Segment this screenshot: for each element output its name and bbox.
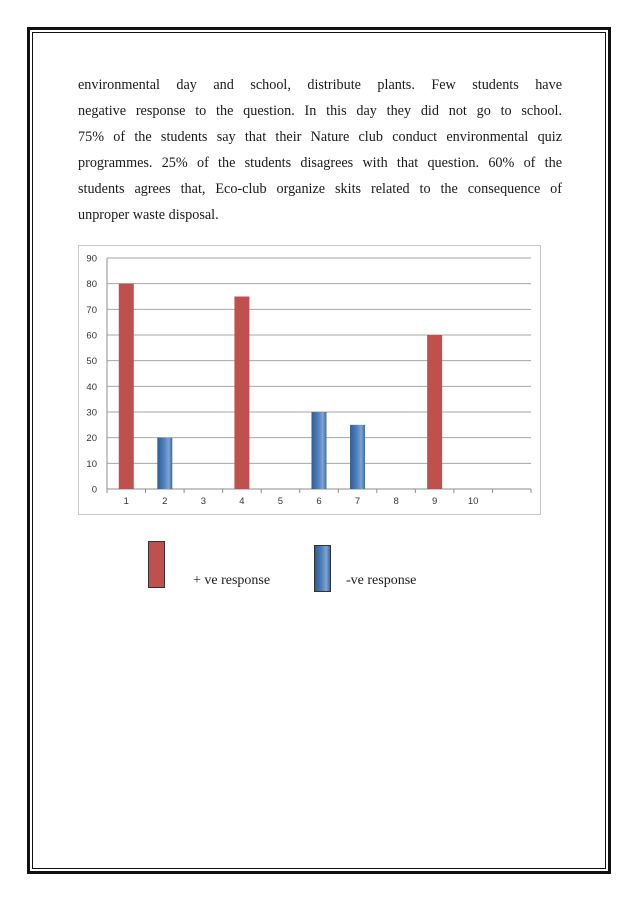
- bar-negative: [157, 438, 172, 489]
- x-tick-label: 9: [431, 496, 438, 507]
- legend-negative-swatch: [314, 545, 331, 592]
- y-tick-label: 50: [86, 356, 97, 368]
- y-tick-label: 0: [91, 484, 97, 496]
- x-tick-label: 8: [393, 496, 399, 507]
- y-tick-label: 80: [86, 279, 97, 291]
- x-tick-label: 4: [239, 496, 245, 507]
- y-tick-label: 90: [86, 253, 97, 265]
- x-tick-label: 7: [354, 496, 361, 507]
- legend-positive-label: + ve response: [193, 573, 271, 588]
- bar-chart-svg: [79, 246, 540, 514]
- y-tick-label: 20: [86, 433, 97, 445]
- bar-negative: [350, 425, 365, 489]
- y-tick-label: 60: [86, 330, 97, 342]
- x-tick-label: 6: [316, 496, 322, 507]
- bar-positive: [234, 297, 249, 490]
- x-tick-label: 5: [277, 496, 284, 507]
- bar-positive: [427, 335, 442, 489]
- paragraph-line: environmental day and school, distribute plants. Few students have: [78, 77, 562, 93]
- body-paragraph: [78, 72, 562, 228]
- paragraph-line: students agrees that, Eco-club organize skits related to the consequence of: [78, 181, 562, 197]
- x-tick-label: 1: [123, 496, 129, 507]
- bar-negative: [312, 412, 327, 489]
- bar-positive: [119, 284, 134, 489]
- y-tick-label: 70: [86, 304, 97, 316]
- x-tick-label: 3: [200, 496, 207, 507]
- y-tick-label: 10: [86, 458, 97, 470]
- paragraph-line: 75% of the students say that their Nature club conduct environmental quiz: [78, 129, 562, 145]
- legend-negative-label: -ve response: [346, 573, 417, 588]
- paragraph-line: negative response to the question. In this day they did not go to school.: [78, 103, 562, 119]
- y-tick-label: 30: [86, 407, 97, 419]
- bar-chart: [78, 245, 541, 515]
- paragraph-line: programmes. 25% of the students disagrees with that question. 60% of the: [78, 155, 562, 171]
- legend-positive-swatch: [148, 541, 165, 588]
- paragraph-line: unproper waste disposal.: [78, 207, 219, 223]
- x-tick-label: 10: [467, 496, 479, 507]
- y-tick-label: 40: [86, 381, 97, 393]
- x-tick-label: 2: [162, 496, 168, 507]
